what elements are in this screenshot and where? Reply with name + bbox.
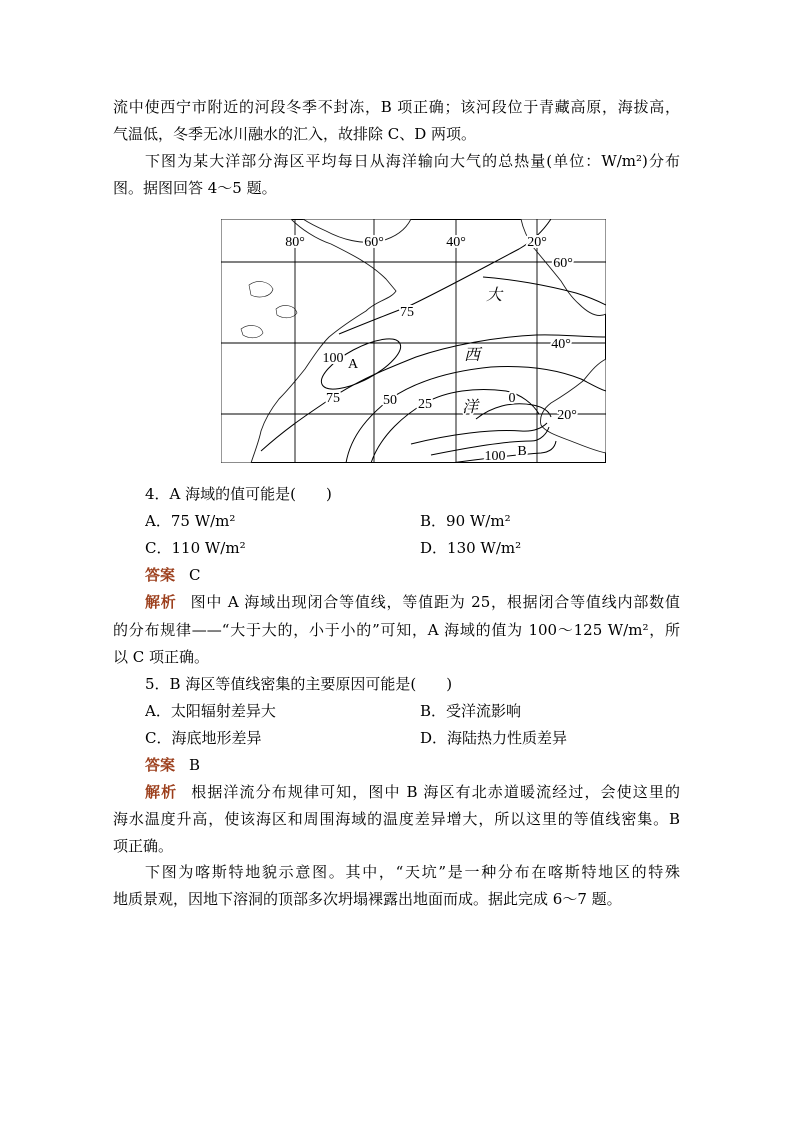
question-5-option-c: C．海底地形差异	[145, 729, 262, 747]
question-5-analysis-line-2: 海水温度升高，使该海区和周围海域的温度差异增大，所以这里的等值线密集。B	[113, 810, 680, 828]
question-4-stem: 4．A 海域的值可能是( )	[145, 485, 332, 503]
longitude-label: 40°	[446, 235, 466, 250]
answer-value: C	[189, 566, 201, 584]
karst-intro-line-1: 下图为喀斯特地貌示意图。其中，“天坑”是一种分布在喀斯特地区的特殊	[145, 863, 680, 881]
figure-intro-line-2: 图。据图回答 4～5 题。	[113, 179, 277, 197]
longitude-label: 60°	[364, 235, 384, 250]
isoline-value-label: 0	[508, 391, 516, 406]
latitude-label: 40°	[551, 337, 571, 352]
latitude-label: 60°	[553, 256, 573, 271]
area-label-b: B	[517, 444, 527, 459]
isoline-value-label: 50	[383, 393, 397, 408]
isoline-value-label: 25	[418, 397, 432, 412]
intro-line-2: 气温低，冬季无冰川融水的汇入，故排除 C、D 两项。	[113, 125, 477, 143]
isoline-value-label: 100	[322, 351, 344, 366]
answer-label: 答案	[145, 756, 176, 774]
isoline-value-label: 75	[326, 391, 340, 406]
intro-line-1: 流中使西宁市附近的河段冬季不封冻，B 项正确；该河段位于青藏高原，海拔高，	[113, 98, 680, 116]
ocean-name-char: 西	[463, 345, 481, 364]
question-5-answer	[145, 754, 680, 778]
question-5-option-b: B．受洋流影响	[420, 702, 522, 720]
question-4-option-d: D．130 W/m²	[420, 539, 522, 557]
question-4-analysis-line-1	[145, 591, 680, 615]
analysis-text: 图中 A 海域出现闭合等值线，等值距为 25，根据闭合等值线内部数值	[190, 593, 680, 611]
ocean-name-char: 大	[485, 285, 503, 304]
analysis-label: 解析	[145, 593, 177, 611]
question-4-answer	[145, 564, 680, 588]
area-label-a: A	[347, 357, 359, 372]
question-4-option-b: B．90 W/m²	[420, 512, 511, 530]
analysis-text: 根据洋流分布规律可知，图中 B 海区有北赤道暖流经过，会使这里的	[191, 783, 680, 801]
question-4-analysis-line-3: 以 C 项正确。	[113, 648, 210, 666]
question-5-stem: 5．B 海区等值线密集的主要原因可能是( )	[145, 675, 453, 693]
question-5-option-a: A．太阳辐射差异大	[145, 702, 276, 720]
question-4-option-c: C．110 W/m²	[145, 539, 246, 557]
longitude-label: 80°	[285, 235, 305, 250]
question-4-option-a: A．75 W/m²	[145, 512, 236, 530]
answer-value: B	[189, 756, 201, 774]
question-4-analysis-line-2: 的分布规律——“大于大的，小于小的”可知，A 海域的值为 100～125 W/m²，所	[113, 621, 680, 639]
heat-flux-isoline-map	[221, 219, 606, 463]
isoline-value-label: 100	[484, 449, 506, 463]
analysis-label: 解析	[145, 783, 178, 801]
longitude-label: 20°	[527, 235, 547, 250]
question-5-option-d: D．海陆热力性质差异	[420, 729, 568, 747]
isoline-value-label: 75	[400, 305, 414, 320]
figure-intro-line-1: 下图为某大洋部分海区平均每日从海洋输向大气的总热量(单位：W/m²)分布	[145, 152, 680, 170]
ocean-name-char: 洋	[461, 397, 479, 416]
question-5-analysis-line-1	[145, 781, 680, 805]
karst-intro-line-2: 地质景观，因地下溶洞的顶部多次坍塌裸露出地面而成。据此完成 6～7 题。	[113, 890, 622, 908]
latitude-label: 20°	[557, 408, 577, 423]
question-5-analysis-line-3: 项正确。	[113, 837, 174, 855]
answer-label: 答案	[145, 566, 176, 584]
